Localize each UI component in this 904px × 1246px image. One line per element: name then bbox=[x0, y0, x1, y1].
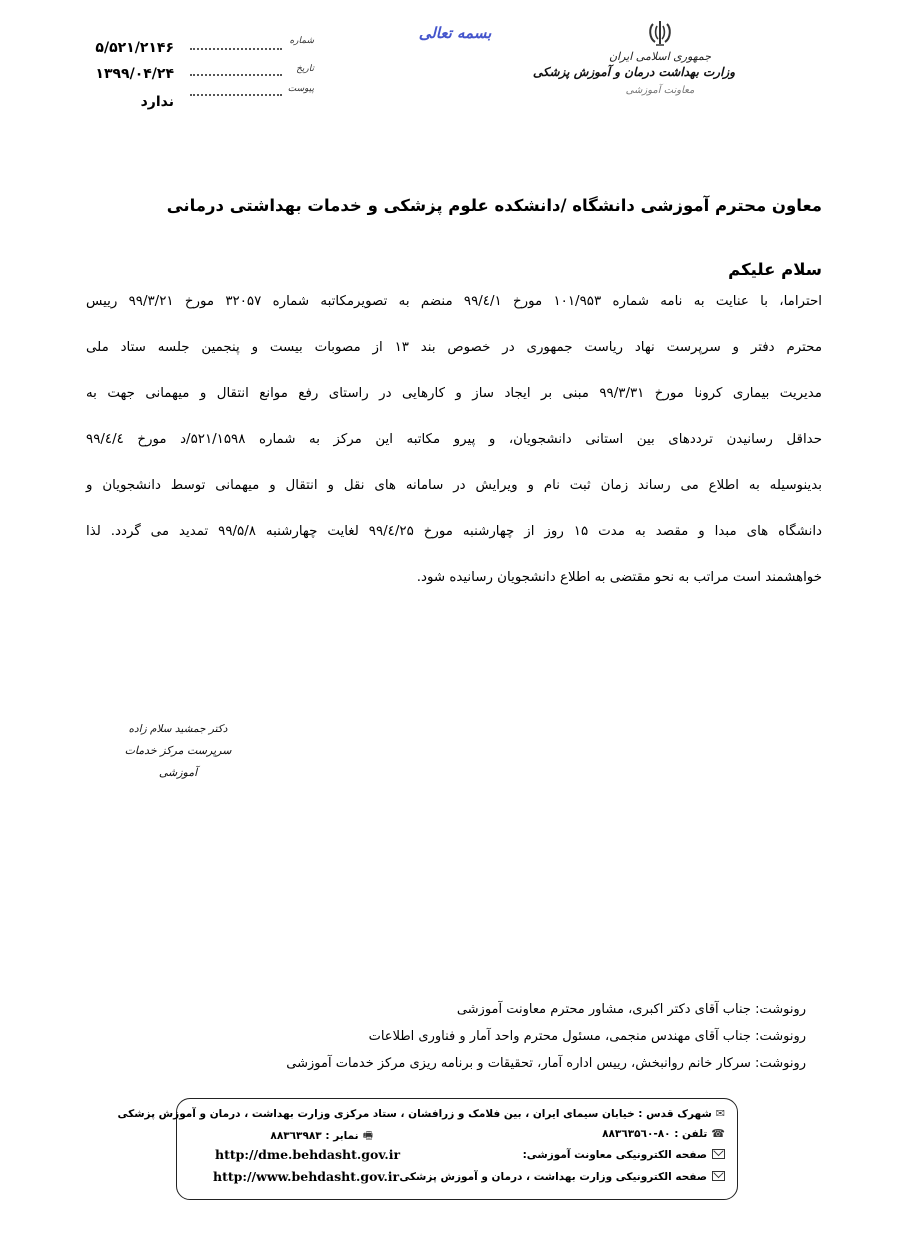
letter-date-row bbox=[94, 66, 324, 86]
cc-line: رونوشت: جناب آقای مهندس منجمی، مسئول محترم واحد آمار و فناوری اطلاعات bbox=[368, 1029, 806, 1044]
iran-emblem-icon bbox=[647, 18, 673, 48]
body-line: محترم دفتر و سرپرست نهاد ریاست جمهوری در خصوص بند ۱۳ از مصوبات بیست و پنجمین جلسه ستاد ملی bbox=[86, 340, 822, 355]
letter-number-label: شماره bbox=[289, 36, 314, 46]
signatory-name: دکتر جمشید سلام زاده bbox=[128, 723, 228, 735]
dotted-line bbox=[190, 48, 282, 50]
footer-fax bbox=[270, 1127, 373, 1146]
envelope-icon bbox=[712, 1149, 725, 1159]
letter-attachment-row bbox=[94, 84, 324, 114]
body-line: مدیریت بیماری کرونا مورخ ۹۹/۳/۳۱ مبنی بر ایجاد ساز و کارهایی در راستای رفع موانع انتقال و میهمانی جهت به bbox=[86, 386, 822, 401]
footer-address bbox=[117, 1107, 725, 1120]
letter-attachment-label: پیوست bbox=[287, 84, 314, 94]
address-text: شهرک قدس : خیابان سیمای ایران ، بین فلامک و زرافشان ، ستاد مرکزی وزارت بهداشت ، درمان و آموزش پزشکی bbox=[117, 1108, 712, 1120]
logo-ministry-name: وزارت بهداشت درمان و آموزش پزشکی bbox=[532, 65, 735, 79]
letter-date-label: تاریخ bbox=[296, 64, 314, 74]
phone-text: تلفن : ۸۰-۸۸۳٦۳۵٦۰ bbox=[602, 1128, 708, 1140]
dme-label-text: صفحه الکترونیکی معاونت آموزشی: bbox=[522, 1149, 707, 1161]
letter-date-value: ۱۳۹۹/۰۴/۲۴ bbox=[95, 66, 174, 82]
ministry-url-link[interactable]: http://www.behdasht.gov.ir bbox=[213, 1169, 400, 1184]
body-line: خواهشمند است مراتب به نحو مقتضی به اطلاع دانشجویان رسانیده شود. bbox=[416, 570, 822, 585]
ministry-logo bbox=[532, 18, 735, 96]
body-line: احتراما، با عنایت به نامه شماره ۱۰۱/۹۵۳ مورخ ۹۹/٤/۱ منضم به تصویرمکاتبه شماره ۳۲۰۵۷ مورخ ۹۹/۳/۲۱ رییس bbox=[86, 294, 822, 309]
letter-recipient: معاون محترم آموزشی دانشگاه /دانشکده علوم پزشکی و خدمات بهداشتی درمانی bbox=[166, 196, 822, 215]
body-line: دانشگاه های مبدا و مقصد به مدت ۱۵ روز از چهارشنبه مورخ ۹۹/٤/۲۵ لغایت چهارشنبه ۹۹/۵/۸ تمدید می گردد. لذا bbox=[86, 524, 823, 539]
fax-text: نمابر : ۸۸۳٦۳۹۸۳ bbox=[270, 1130, 359, 1142]
ministry-label-text: صفحه الکترونیکی وزارت بهداشت ، درمان و آموزش پزشکی bbox=[399, 1171, 707, 1183]
letter-attachment-value: ندارد bbox=[140, 94, 174, 110]
cc-line: رونوشت: سرکار خانم روانبخش، رییس اداره آمار، تحقیقات و برنامه ریزی مرکز خدمات آموزشی bbox=[286, 1056, 806, 1071]
footer-contact-box bbox=[117, 1098, 738, 1200]
envelope-icon bbox=[712, 1171, 725, 1181]
fax-icon: 🖷 bbox=[362, 1129, 373, 1142]
body-line: بدینوسیله به اطلاع می رساند زمان ثبت نام و ویرایش در سامانه های نقل و انتقال و میهمانی توسط دانشجویان و bbox=[86, 478, 822, 493]
body-line: حداقل رسانیدن ترددهای بین استانی دانشجویان، و پیرو مکاتبه این مرکز به شماره ۵۲۱/۱۵۹۸/د مورخ ۹۹/٤/٤ bbox=[86, 432, 822, 447]
telephone-icon: ☎ bbox=[711, 1127, 725, 1140]
signature-block bbox=[118, 718, 238, 784]
footer-phone bbox=[602, 1127, 725, 1140]
dotted-line bbox=[190, 74, 282, 76]
footer-dme-label bbox=[523, 1149, 725, 1161]
logo-country-name: جمهوری اسلامی ایران bbox=[608, 50, 712, 63]
letter-number-row bbox=[94, 36, 324, 60]
dme-url-link[interactable]: http://dme.behdasht.gov.ir bbox=[215, 1147, 401, 1162]
footer-ministry-label bbox=[399, 1171, 725, 1183]
logo-department-name: معاونت آموزشی bbox=[625, 85, 695, 96]
signatory-title: سرپرست مرکز خدمات آموزشی bbox=[124, 744, 232, 779]
dotted-line bbox=[190, 94, 282, 96]
letter-number-value: ۵/۵۲۱/۲۱۴۶ bbox=[95, 40, 174, 56]
bismillah-heading: بسمه تعالی bbox=[418, 24, 492, 42]
letter-greeting: سلام علیکم bbox=[728, 260, 822, 279]
cc-line: رونوشت: جناب آقای دکتر اکبری، مشاور محترم معاونت آموزشی bbox=[456, 1002, 806, 1017]
mailbox-icon: ✉ bbox=[715, 1107, 725, 1120]
